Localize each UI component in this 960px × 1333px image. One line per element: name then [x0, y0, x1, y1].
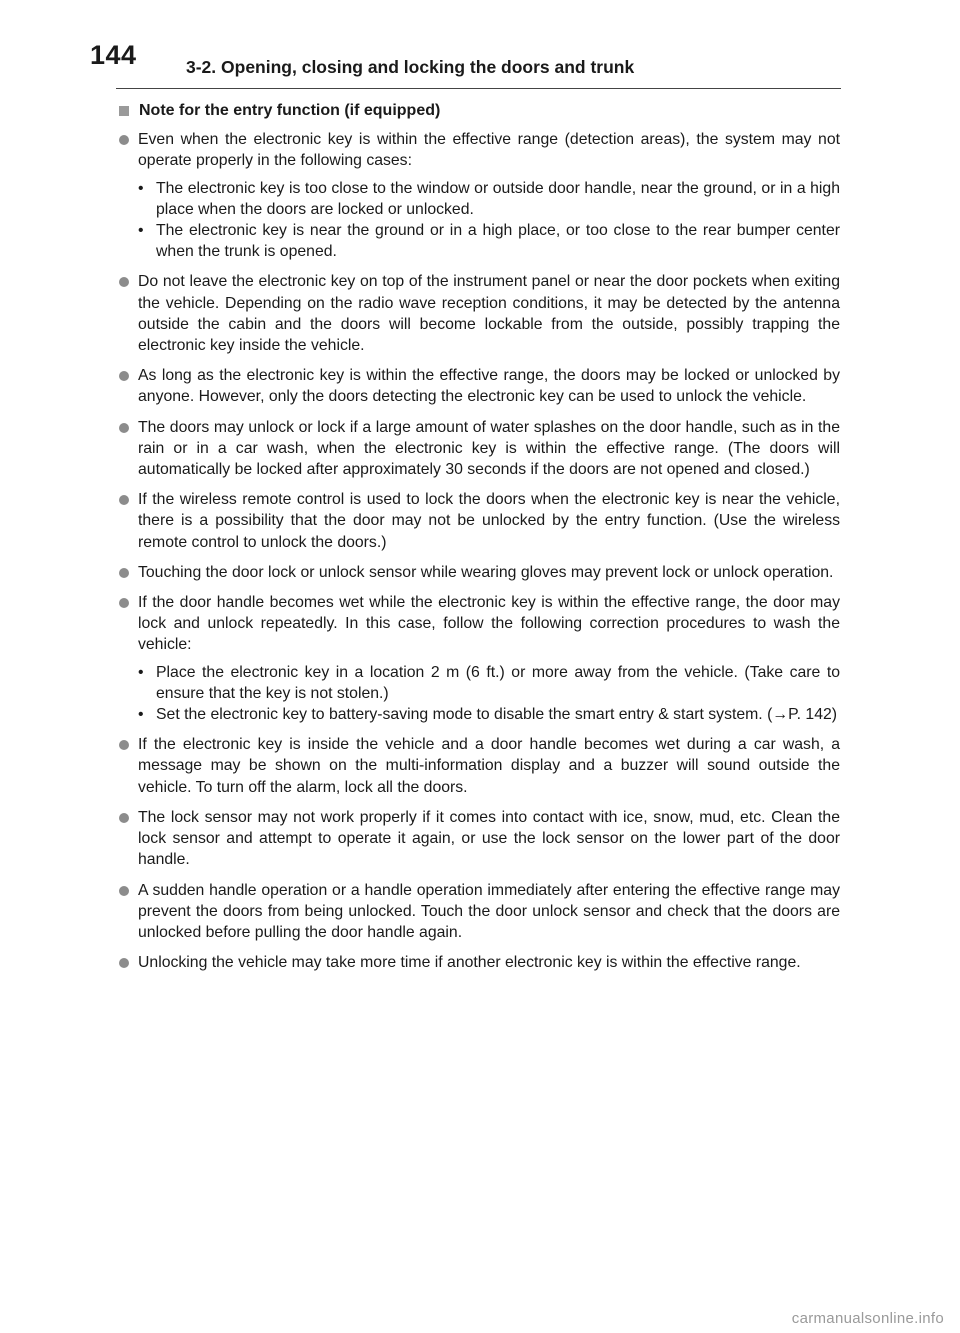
- list-item-body: [138, 271, 840, 356]
- list-item-text: The lock sensor may not work properly if it comes into contact with ice, snow, mud, etc. Clean the lock sensor and attempt to operate it again, or use the lock sensor on the lower part of the door handle.: [138, 808, 840, 869]
- list-item: [119, 734, 840, 798]
- list-item-body: [138, 734, 840, 798]
- sub-list-item: [138, 220, 840, 262]
- circle-bullet-icon: [119, 568, 129, 578]
- list-item-text: If the door handle becomes wet while the electronic key is within the effective range, the door may lock and unlock repeatedly. In this case, follow the following correction procedures to wash the vehicle:: [138, 594, 840, 654]
- list-item-text: If the wireless remote control is used to lock the doors when the electronic key is near the vehicle, there is a possibility that the door may not be unlocked by the entry function. (Use the wireless remote control to unlock the doors.): [138, 491, 840, 551]
- sub-list-item: [138, 662, 840, 704]
- dot-bullet-icon: •: [138, 706, 144, 724]
- list-item-text: The doors may unlock or lock if a large amount of water splashes on the door handle, such as in the rain or in a car wash, when the electronic key is within the effective range. (The doors will automatically be locked after approximately 30 seconds if the doors are not opened and closed.): [138, 418, 840, 479]
- circle-bullet-icon: [119, 371, 129, 381]
- circle-bullet-icon: [119, 423, 129, 433]
- list-item: [119, 271, 840, 356]
- note-heading-text: Note for the entry function (if equipped): [139, 102, 441, 119]
- dot-bullet-icon: •: [138, 222, 144, 240]
- list-item: [119, 489, 840, 553]
- list-item: [119, 592, 840, 725]
- circle-bullet-icon: [119, 135, 129, 145]
- list-item-body: [138, 592, 840, 725]
- circle-bullet-icon: [119, 598, 129, 608]
- circle-bullet-icon: [119, 277, 129, 287]
- list-item-text: As long as the electronic key is within the effective range, the doors may be locked or unlocked by anyone. However, only the doors detecting the electronic key can be used to unlock the vehicle.: [138, 367, 840, 406]
- sub-list: [138, 178, 840, 263]
- page-number: 144: [90, 40, 137, 70]
- list-item-body: [138, 365, 840, 407]
- dot-bullet-icon: •: [138, 663, 144, 681]
- note-list: [119, 129, 840, 973]
- list-item: [119, 807, 840, 871]
- list-item-body: [138, 417, 840, 481]
- list-item-text: If the electronic key is inside the vehicle and a door handle becomes wet during a car wash, a message may be shown on the multi-information display and a buzzer will sound outside the vehicle. To turn off the alarm, lock all the doors.: [138, 736, 840, 796]
- sub-list-item: [138, 178, 840, 220]
- circle-bullet-icon: [119, 740, 129, 750]
- sub-list-item-text: The electronic key is near the ground or in a high place, or too close to the rear bumper center when the trunk is opened.: [156, 222, 840, 261]
- square-bullet-icon: [119, 106, 129, 116]
- dot-bullet-icon: •: [138, 179, 144, 197]
- header-divider: [116, 88, 841, 89]
- page-header: [0, 0, 960, 96]
- sub-list: [138, 662, 840, 726]
- note-heading: [119, 100, 840, 121]
- sub-list-item-text: Set the electronic key to battery-saving mode to disable the smart entry & start system. (→P. 142): [156, 706, 838, 724]
- watermark: carmanualsonline.info: [791, 1310, 944, 1327]
- list-item-body: [138, 489, 840, 553]
- list-item-body: [138, 562, 840, 583]
- list-item: [119, 952, 840, 973]
- list-item-body: [138, 807, 840, 871]
- list-item-body: [138, 880, 840, 944]
- list-item: [119, 562, 840, 583]
- sub-list-item-text: The electronic key is too close to the window or outside door handle, near the ground, or in a high place when the doors are locked or unlocked.: [156, 179, 840, 218]
- list-item-text: Do not leave the electronic key on top of the instrument panel or near the door pockets when exiting the vehicle. Depending on the radio wave reception conditions, it may be detected by the antenna outside the cabin and the doors will become lockable from the outside, possibly trapping the electronic key inside the vehicle.: [138, 273, 840, 355]
- list-item: [119, 129, 840, 262]
- list-item: [119, 365, 840, 407]
- list-item-text: Even when the electronic key is within the effective range (detection areas), the system may not operate properly in the following cases:: [138, 131, 840, 170]
- list-item: [119, 880, 840, 944]
- list-item-body: [138, 952, 840, 973]
- list-item-text: Touching the door lock or unlock sensor while wearing gloves may prevent lock or unlock operation.: [138, 563, 834, 581]
- circle-bullet-icon: [119, 813, 129, 823]
- sub-list-item: [138, 704, 840, 725]
- list-item-text: A sudden handle operation or a handle operation immediately after entering the effective range may prevent the doors from being unlocked. Touch the door unlock sensor and check that the doors are unlocked before pulling the door handle again.: [138, 881, 840, 941]
- circle-bullet-icon: [119, 886, 129, 896]
- circle-bullet-icon: [119, 958, 129, 968]
- circle-bullet-icon: [119, 495, 129, 505]
- list-item: [119, 417, 840, 481]
- section-title: 3-2. Opening, closing and locking the doors and trunk: [186, 57, 635, 77]
- sub-list-item-text: Place the electronic key in a location 2 m (6 ft.) or more away from the vehicle. (Take care to ensure that the key is not stolen.): [156, 663, 840, 702]
- list-item-text: Unlocking the vehicle may take more time if another electronic key is within the effective range.: [138, 954, 801, 972]
- note-section: [119, 100, 840, 982]
- list-item-body: [138, 129, 840, 262]
